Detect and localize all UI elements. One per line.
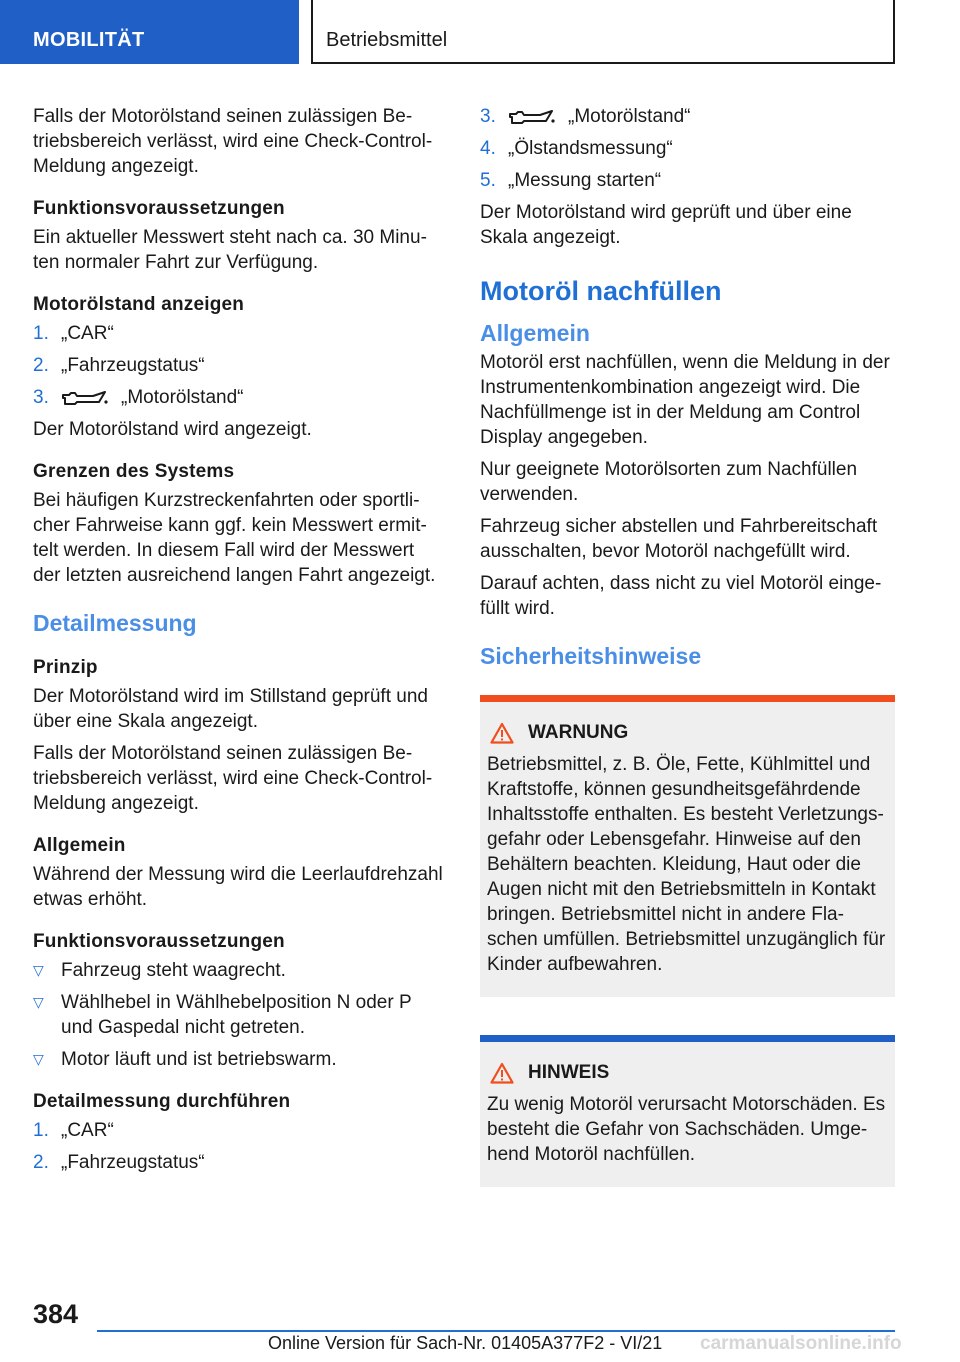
steps-result-text: Der Motorölstand wird geprüft und über eine Skala angezeigt. xyxy=(480,202,852,248)
system-limits-text: Bei häufigen Kurzstreckenfahrten oder sportlicher Fahrweise kann ggf. kein Messwert ermittelt werden. In diesem Fall wird der Messwert der letzten ausreichend langen Fahrt angezeigt. xyxy=(33,490,436,586)
step-number: 1. xyxy=(33,1120,49,1141)
step-number: 3. xyxy=(480,106,496,127)
refill-oil-heading: Motoröl nachfüllen xyxy=(480,276,722,306)
warning-triangle-icon xyxy=(490,722,514,744)
triangle-bullet-icon: ▽ xyxy=(33,994,44,1010)
page-number: 384 xyxy=(33,1299,79,1329)
list-item xyxy=(33,1047,445,1072)
show-result-text: Der Motorölstand wird angezeigt. xyxy=(33,419,312,440)
intro-paragraph: Falls der Motorölstand seinen zulässigen Betriebsbereich verlässt, wird eine Check-Control-Meldung angezeigt. xyxy=(33,106,433,177)
detail-measurement-heading: Detailmessung xyxy=(33,610,197,636)
general-title: Allgemein xyxy=(33,835,126,856)
oil-can-icon xyxy=(508,108,556,126)
refill-paragraph-1: Motoröl erst nachfüllen, wenn die Meldung in der Instrumentenkombination angezeigt wird. Die Nachfüllmenge ist in der Meldung am Control Display angegeben. xyxy=(480,352,890,448)
list-item-text: Motor läuft und ist betriebswarm. xyxy=(61,1049,337,1070)
chapter-title: Betriebsmittel xyxy=(311,0,895,64)
step-number: 1. xyxy=(33,323,49,344)
general-text: Während der Messung wird die Leerlaufdrehzahl etwas erhöht. xyxy=(33,864,443,910)
perform-measurement-title: Detailmessung durchführen xyxy=(33,1091,291,1112)
refill-paragraph-4: Darauf achten, dass nicht zu viel Motoröl eingefüllt wird. xyxy=(480,573,882,619)
left-column xyxy=(33,104,445,1182)
watermark: carmanualsonline.info xyxy=(700,1333,902,1354)
step-text: „Motorölstand“ xyxy=(568,106,691,127)
refill-paragraph-3: Fahrzeug sicher abstellen und Fahrbereitschaft ausschalten, bevor Motoröl nachgefüllt wird. xyxy=(480,516,878,562)
step-text: „Messung starten“ xyxy=(508,170,662,191)
note-text: Zu wenig Motoröl verursacht Motorschäden. Es besteht die Gefahr von Sachschäden. Umgehend Motoröl nachfüllen. xyxy=(487,1094,886,1165)
warning-title: WARNUNG xyxy=(528,722,629,743)
principle-title: Prinzip xyxy=(33,657,98,678)
step-text: „CAR“ xyxy=(61,1120,114,1141)
step-text: „Motorölstand“ xyxy=(121,387,244,408)
function-requirements-title: Funktionsvoraussetzungen xyxy=(33,198,285,219)
list-item-text: Wählhebel in Wählhebelposition N oder P und Gaspedal nicht getreten. xyxy=(61,992,412,1038)
footer-divider xyxy=(97,1330,895,1332)
warning-text: Betriebsmittel, z. B. Öle, Fette, Kühlmittel und Kraftstoffe, können gesundheitsgefährdende Inhaltsstoffe enthalten. Es besteht Verletzungsgefahr oder Lebensgefahr. Hinweise auf den Behältern beachten. Kleidung, Haut oder die Augen nicht mit den Betriebsmitteln in Kontakt bringen. Betriebsmittel nicht in andere Flaschen umfüllen. Betriebsmittel unzugänglich für Kinder aufbewahren. xyxy=(487,754,886,975)
step-number: 3. xyxy=(33,387,49,408)
step-item xyxy=(33,1150,445,1175)
online-version-text: Online Version für Sach-Nr. 01405A377F2 - VI/21 xyxy=(268,1333,663,1353)
show-oil-level-title: Motorölstand anzeigen xyxy=(33,294,245,315)
warning-title-row xyxy=(487,720,888,745)
general-heading: Allgemein xyxy=(480,320,590,346)
list-item-text: Fahrzeug steht waagrecht. xyxy=(61,960,286,981)
triangle-bullet-icon: ▽ xyxy=(33,962,44,978)
function-requirements-title-2: Funktionsvoraussetzungen xyxy=(33,931,285,952)
step-item xyxy=(33,385,445,410)
list-item xyxy=(33,990,445,1040)
oil-can-icon xyxy=(61,389,109,407)
principle-text-2: Falls der Motorölstand seinen zulässigen Betriebsbereich verlässt, wird eine Check-Control-Meldung angezeigt. xyxy=(33,743,433,814)
step-item xyxy=(33,321,445,346)
principle-text: Der Motorölstand wird im Stillstand geprüft und über eine Skala angezeigt. xyxy=(33,686,428,732)
right-column xyxy=(480,104,895,1187)
step-item xyxy=(480,136,895,161)
step-number: 2. xyxy=(33,355,49,376)
step-number: 4. xyxy=(480,138,496,159)
system-limits-title: Grenzen des Systems xyxy=(33,461,235,482)
list-item xyxy=(33,958,445,983)
triangle-bullet-icon: ▽ xyxy=(33,1051,44,1067)
step-text: „Fahrzeugstatus“ xyxy=(61,1152,205,1173)
step-item xyxy=(480,168,895,193)
step-item xyxy=(480,104,895,129)
note-title: HINWEIS xyxy=(528,1062,610,1083)
step-text: „CAR“ xyxy=(61,323,114,344)
safety-heading: Sicherheitshinweise xyxy=(480,643,702,669)
step-item xyxy=(33,353,445,378)
step-number: 2. xyxy=(33,1152,49,1173)
warning-box xyxy=(480,695,895,997)
step-text: „Ölstandsmessung“ xyxy=(508,138,673,159)
note-title-row xyxy=(487,1060,888,1085)
step-item xyxy=(33,1118,445,1143)
warning-triangle-icon xyxy=(490,1062,514,1084)
step-number: 5. xyxy=(480,170,496,191)
section-tab: MOBILITÄT xyxy=(0,0,299,64)
note-box xyxy=(480,1035,895,1187)
step-text: „Fahrzeugstatus“ xyxy=(61,355,205,376)
refill-paragraph-2: Nur geeignete Motorölsorten zum Nachfüllen verwenden. xyxy=(480,459,858,505)
function-requirements-text: Ein aktueller Messwert steht nach ca. 30 Minuten normaler Fahrt zur Verfügung. xyxy=(33,227,427,273)
